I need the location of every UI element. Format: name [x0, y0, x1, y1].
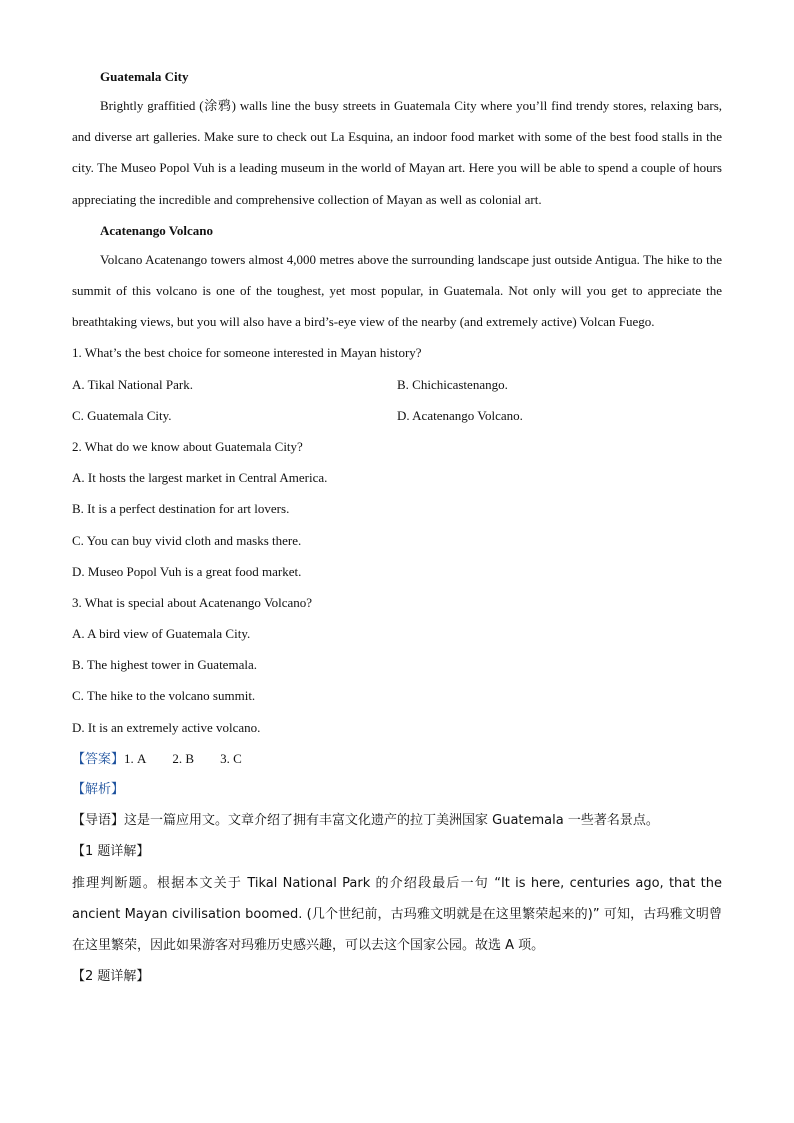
question-1-option-a: A. Tikal National Park. [72, 376, 193, 392]
answer-item-3: 3. C [220, 750, 242, 766]
question-3-option-b: B. The highest tower in Guatemala. [72, 657, 257, 673]
document-content [72, 63, 722, 992]
question-2-option-c: C. You can buy vivid cloth and masks there. [72, 532, 302, 548]
question-2-stem: 2. What do we know about Guatemala City? [72, 438, 303, 454]
question-1-option-b: B. Chichicastenango. [397, 376, 508, 392]
answer-label: 【答案】 [72, 751, 125, 767]
paragraph-guatemala-city: Brightly graffitied (涂鸦) walls line the busy streets in Guatemala City where you’ll find trendy stores, relaxing bars, and diverse art galleries. Make sure to check out La Esquina, an indoor food market with some of the best food stalls in the city. The Museo Popol Vuh is a leading museum in the world of Mayan art. Here you will be able to spend a couple of hours appreciating the incredible and comprehensive collection of Mayan as well as colonial art. [72, 98, 722, 207]
analysis-label: 【解析】 [72, 782, 125, 798]
question-3-option-a: A. A bird view of Guatemala City. [72, 626, 251, 642]
question-1-option-c: C. Guatemala City. [72, 407, 172, 423]
analysis-intro: 【导语】这是一篇应用文。文章介绍了拥有丰富文化遗产的拉丁美洲国家 Guatemala 一些著名景点。 [72, 813, 659, 829]
question-2-option-a: A. It hosts the largest market in Central America. [72, 470, 328, 486]
question-2-option-d: D. Museo Popol Vuh is a great food market. [72, 563, 302, 579]
question-3-option-c: C. The hike to the volcano summit. [72, 688, 256, 704]
question-2-option-b: B. It is a perfect destination for art lovers. [72, 501, 290, 517]
paragraph-acatenango: Volcano Acatenango towers almost 4,000 metres above the surrounding landscape just outside Antigua. The hike to the summit of this volcano is one of the toughest, yet most popular, in Guatemala. Not only will you get to appreciate the breathtaking views, but you will also have a bird’s-eye view of the nearby (and extremely active) Volcan Fuego. [72, 251, 722, 330]
answer-item-1: 1. A [124, 750, 147, 766]
question-1-stem: 1. What’s the best choice for someone interested in Mayan history? [72, 345, 422, 361]
analysis-q1-label: 【1 题详解】 [72, 844, 150, 860]
analysis-q1-text: 推理判断题。根据本文关于 Tikal National Park 的介绍段最后一句 “It is here, centuries ago, that the ancient Mayan civilisation boomed. (几个世纪前，古玛雅文明就是在这里繁荣起来的)” 可知，古玛雅文明曾在这里繁荣，因此如果游客对玛雅历史感兴趣，可以去这个国家公园。故选 A 项。 [72, 875, 722, 954]
question-1-options-row-1 [72, 369, 722, 400]
section-heading-acatenango: Acatenango Volcano [100, 222, 214, 238]
question-3-option-d: D. It is an extremely active volcano. [72, 719, 261, 735]
question-1-option-d: D. Acatenango Volcano. [397, 407, 523, 423]
answer-line [72, 743, 722, 774]
answer-item-2: 2. B [172, 750, 195, 766]
analysis-q2-label: 【2 题详解】 [72, 969, 150, 985]
question-1-options-row-2 [72, 400, 722, 431]
section-heading-guatemala-city: Guatemala City [100, 69, 189, 84]
question-3-stem: 3. What is special about Acatenango Volcano? [72, 594, 313, 610]
